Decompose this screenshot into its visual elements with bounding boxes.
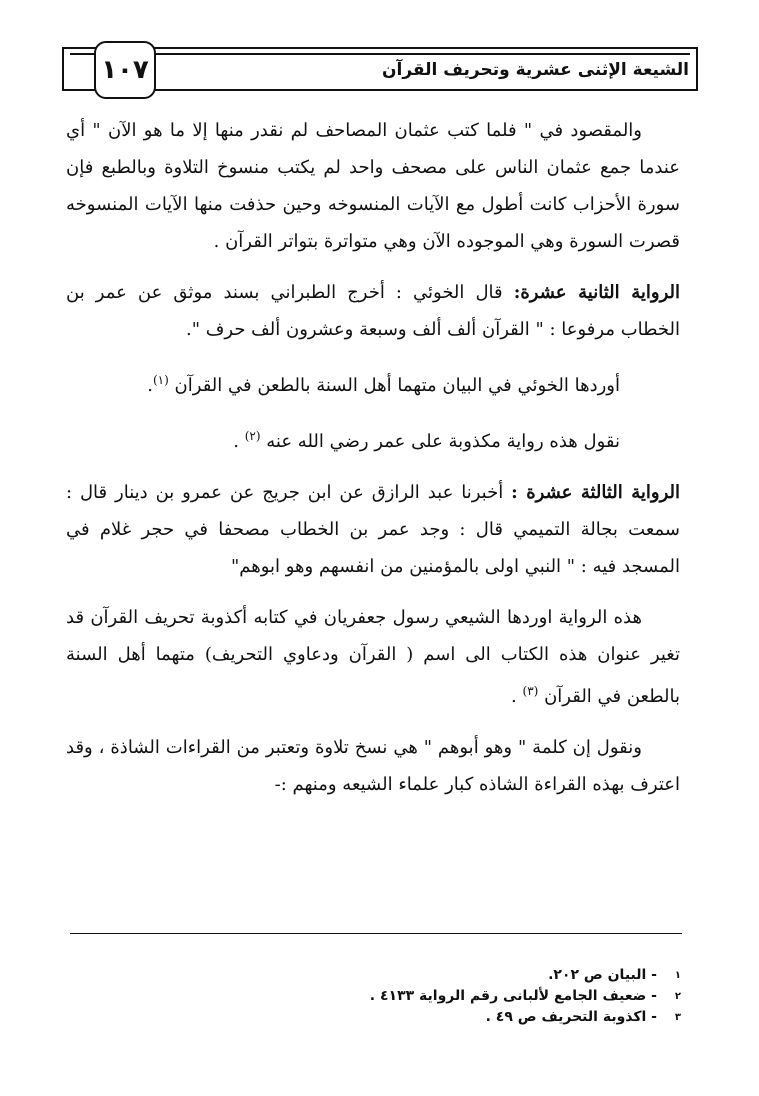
footnote-text: - ضعيف الجامع لألبانى رقم الرواية ٤١٣٣ . xyxy=(369,988,657,1004)
sentence-end: . xyxy=(147,375,153,396)
footnote-number: ١ xyxy=(674,970,681,981)
paragraph-text: هذه الرواية اوردها الشيعي رسول جعفريان في كتابه أكذوبة تحريف القرآن قد تغير عنوان هذه الكتاب الى اسم ( القرآن ودعاوي التحريف) متهما أهل السنة بالطعن في القرآن xyxy=(66,607,680,707)
paragraph-text: ونقول إن كلمة " وهو أبوهم " هي نسخ تلاوة وتعتبر من القراءات الشاذة ، وقد اعترف بهذه القراءة الشاذه كبار علماء الشيعه ومنهم :- xyxy=(66,737,680,795)
paragraph-narration-12 xyxy=(66,274,680,348)
narration-13-text: أخبرنا عبد الرازق عن ابن جريج عن عمرو بن دينار قال : سمعت بجالة التميمي قال : وجد عمر بن الخطاب مصحفا في حجر غلام في المسجد فيه : " النبي اولى بالمؤمنين من انفسهم وهو ابوهم" xyxy=(66,482,680,577)
paragraph-text: أوردها الخوئي في البيان متهما أهل السنة بالطعن في القرآن xyxy=(174,375,620,396)
footnote-1 xyxy=(81,965,681,986)
paragraph-intro xyxy=(66,112,680,260)
page-body xyxy=(66,112,680,817)
narration-13-label: الرواية الثالثة عشرة : xyxy=(511,482,681,503)
footnote-ref-3[interactable]: (٣) xyxy=(522,684,539,698)
narration-12-text: قال الخوئي : أخرج الطبراني بسند موثق عن عمر بن الخطاب مرفوعا : " القرآن ألف ألف وسبعة وعشرون ألف حرف ". xyxy=(66,282,680,340)
running-header-title: الشيعة الإثنى عشرية وتحريف القرآن xyxy=(382,60,689,80)
paragraph-text: نقول هذه رواية مكذوبة على عمر رضي الله عنه xyxy=(266,431,620,452)
paragraph-jafarian xyxy=(66,599,680,715)
page-number-badge xyxy=(94,41,156,99)
footnote-separator xyxy=(70,933,682,934)
footnote-number: ٣ xyxy=(674,1012,681,1023)
narration-12-label: الرواية الثانية عشرة: xyxy=(513,282,680,303)
paragraph-narration-13 xyxy=(66,474,680,585)
footnote-ref-2[interactable]: (٢) xyxy=(244,429,261,443)
paragraph-conclusion xyxy=(66,729,680,803)
footnote-number: ٢ xyxy=(674,991,681,1002)
paragraph-rebuttal xyxy=(66,418,680,460)
footnote-text: - البيان ص ٢٠٢. xyxy=(548,967,657,983)
footnote-text: - اكذوبة التحريف ص ٤٩ . xyxy=(485,1009,657,1025)
sentence-end: . xyxy=(233,431,245,452)
footnote-ref-1[interactable]: (١) xyxy=(152,373,169,387)
footnotes xyxy=(81,965,681,1028)
paragraph-text: والمقصود في " فلما كتب عثمان المصاحف لم نقدر منها إلا ما هو الآن " أي عندما جمع عثمان الناس على مصحف واحد لم يكتب منسوخ التلاوة وبالطبع فإن سورة الأحزاب كانت أطول مع الآيات المنسوخه وحين حذفت منها الآيات المنسوخه قصرت السورة وهي الموجوده الآن وهي متواترة بتواتر القرآن . xyxy=(66,120,680,252)
footnote-3 xyxy=(81,1007,681,1028)
page-number: ١٠٧ xyxy=(101,55,149,85)
footnote-2 xyxy=(81,986,681,1007)
paragraph-khoei-note xyxy=(66,362,680,404)
sentence-end: . xyxy=(511,686,523,707)
